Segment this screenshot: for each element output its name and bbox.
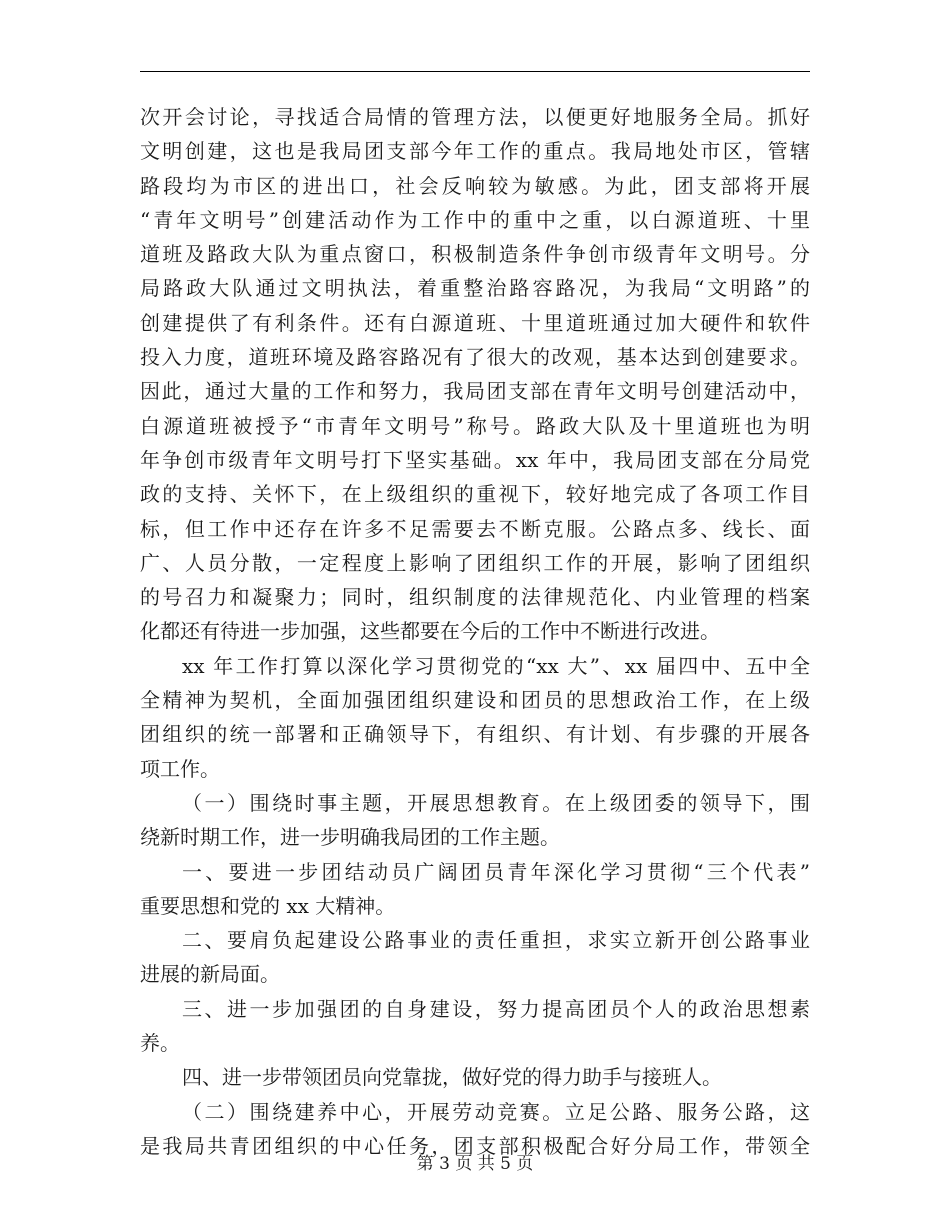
body-line: 路段均为市区的进出口，社会反响较为敏感。为此，团支部将开展 [140, 173, 810, 198]
header-rule [140, 71, 810, 72]
body-line: 项工作。 [140, 756, 220, 781]
body-line: 白源道班被授予“市青年文明号”称号。路政大队及十里道班也为明 [140, 413, 810, 438]
body-line: 化都还有待进一步加强，这些都要在今后的工作中不断进行改进。 [140, 619, 720, 644]
paragraph-first-line: （一）围绕时事主题，开展思想教育。在上级团委的领导下，围 [182, 790, 810, 815]
page-body [140, 100, 810, 1163]
body-line: 标，但工作中还存在许多不足需要去不断克服。公路点多、线长、面 [140, 516, 810, 541]
body-line: “青年文明号”创建活动作为工作中的重中之重，以白源道班、十里 [140, 207, 810, 232]
body-line: 局路政大队通过文明执法，着重整治路容路况，为我局“文明路”的 [140, 276, 810, 301]
body-line: 绕新时期工作，进一步明确我局团的工作主题。 [140, 825, 560, 850]
body-line: 因此，通过大量的工作和努力，我局团支部在青年文明号创建活动中， [140, 379, 810, 404]
body-line: 创建提供了有利条件。还有白源道班、十里道班通过加大硬件和软件 [140, 310, 810, 335]
body-line: 文明创建，这也是我局团支部今年工作的重点。我局地处市区，管辖 [140, 139, 810, 164]
body-line: 养。 [140, 1031, 180, 1056]
paragraph-first-line: 一、要进一步团结动员广阔团员青年深化学习贯彻“三个代表” [182, 859, 810, 884]
body-line: 的号召力和凝聚力；同时，组织制度的法律规范化、内业管理的档案 [140, 585, 810, 610]
paragraph-first-line: （二）围绕建养中心，开展劳动竞赛。立足公路、服务公路，这 [182, 1099, 810, 1124]
body-line: 重要思想和党的 xx 大精神。 [140, 893, 396, 918]
body-line: 投入力度，道班环境及路容路况有了很大的改观，基本达到创建要求。 [140, 345, 810, 370]
body-line: 广、人员分散，一定程度上影响了团组织工作的开展，影响了团组织 [140, 550, 810, 575]
body-line: 次开会讨论，寻找适合局情的管理方法，以便更好地服务全局。抓好 [140, 105, 810, 129]
page-number-footer: 第 3 页 共 5 页 [416, 1154, 534, 1174]
body-line: 全精神为契机，全面加强团组织建设和团员的思想政治工作，在上级 [140, 688, 810, 713]
paragraph-first-line: 三、进一步加强团的自身建设，努力提高团员个人的政治思想素 [182, 996, 810, 1021]
paragraph-first-line: 二、要肩负起建设公路事业的责任重担，求实立新开创公路事业 [182, 928, 810, 953]
body-line: 道班及路政大队为重点窗口，积极制造条件争创市级青年文明号。分 [140, 242, 810, 267]
body-line: 进展的新局面。 [140, 962, 280, 987]
body-line: 是我局共青团组织的中心任务，团支部积极配合好分局工作，带领全 [140, 1133, 810, 1158]
body-line: 政的支持、关怀下，在上级组织的重视下，较好地完成了各项工作目 [140, 482, 810, 507]
paragraph-first-line: 四、进一步带领团员向党靠拢，做好党的得力助手与接班人。 [182, 1065, 722, 1090]
body-line: 团组织的统一部署和正确领导下，有组织、有计划、有步骤的开展各 [140, 722, 810, 747]
paragraph-first-line: xx 年工作打算以深化学习贯彻党的“xx 大”、xx 届四中、五中全 [182, 653, 810, 678]
body-line: 年争创市级青年文明号打下坚实基础。xx 年中，我局团支部在分局党 [140, 447, 810, 472]
